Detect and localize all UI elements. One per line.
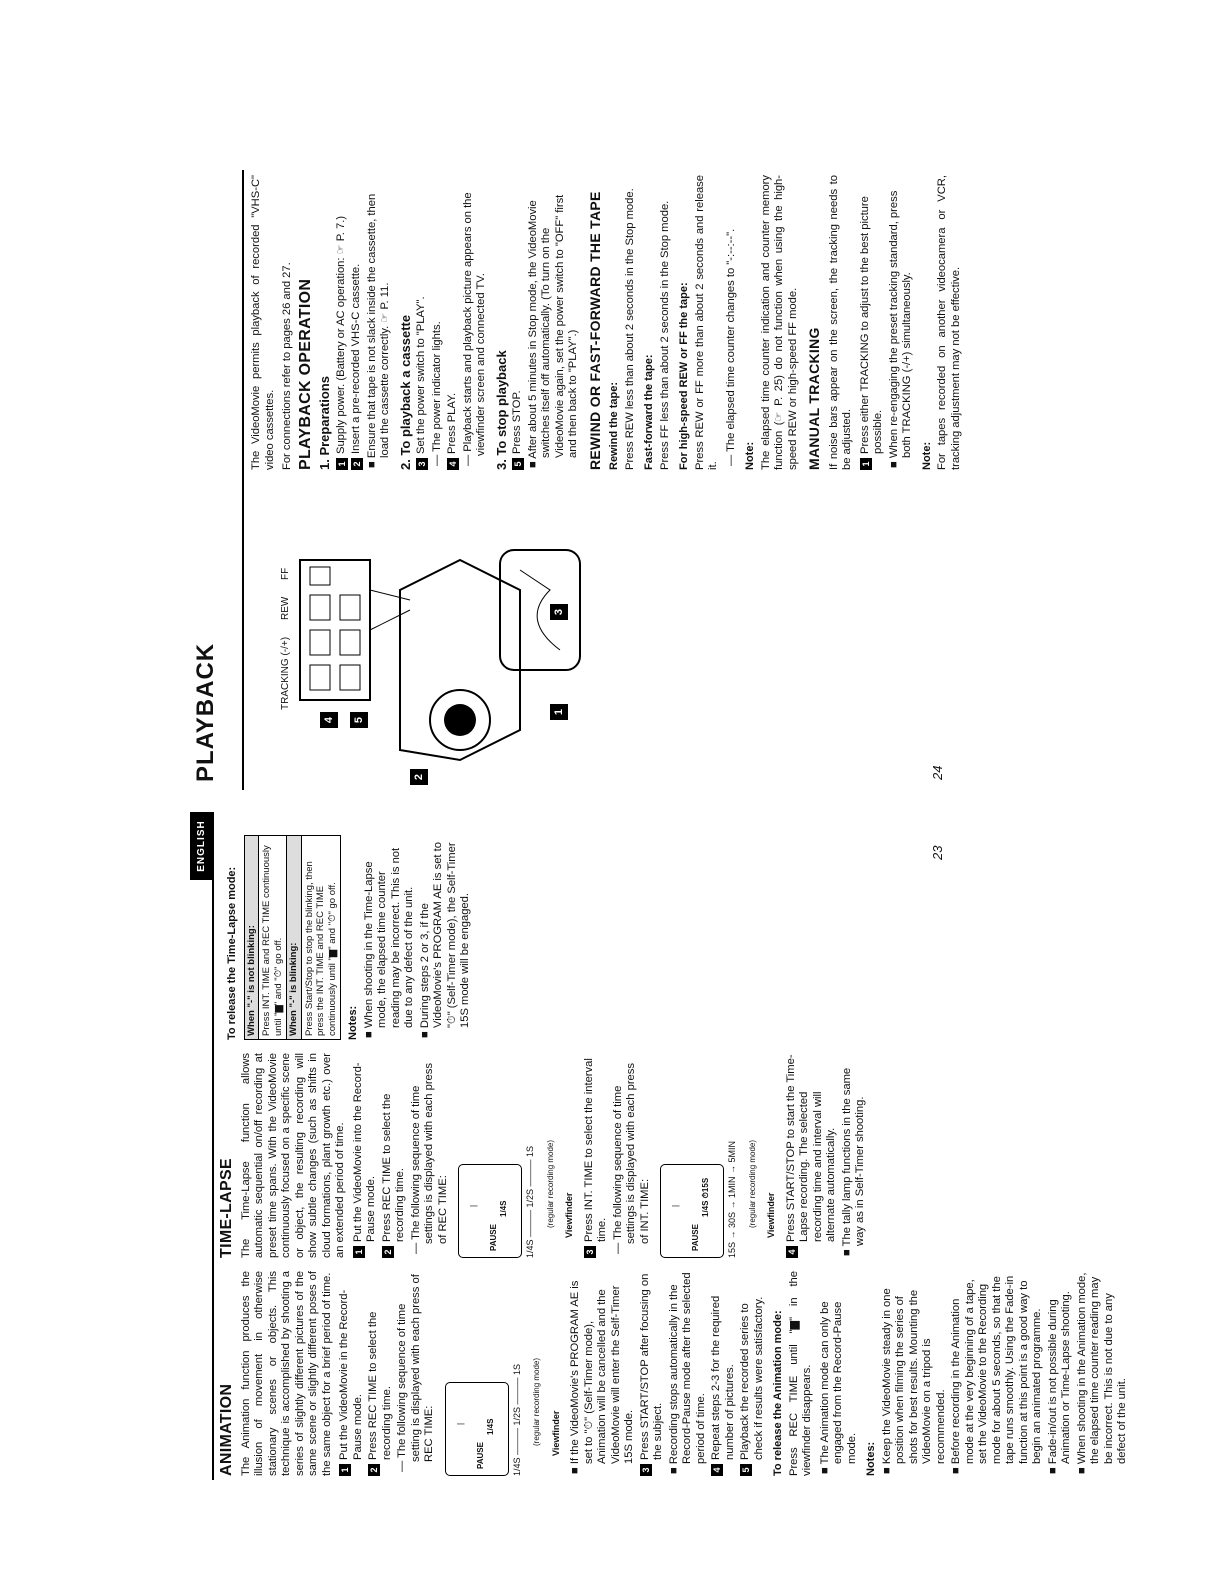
rewind-text: Press REW less than about 2 seconds in the Stop mode. bbox=[623, 188, 636, 470]
prep-step-1: 1 Supply power. (Battery or AC operation: ☞ P. 7.) bbox=[335, 175, 349, 470]
stop-playback-title: 3. To stop playback bbox=[493, 350, 509, 470]
page-number: 23 bbox=[930, 845, 945, 860]
animation-note: ■ Fade-in/out is not possible during Animation or Time-Lapse shooting. bbox=[1046, 1291, 1072, 1474]
timelapse-column-2 bbox=[220, 835, 475, 1040]
camcorder-figure bbox=[260, 490, 600, 790]
rewind-sub: Rewind the tape: bbox=[608, 381, 620, 470]
stop-step-5: 5 Press STOP. bbox=[511, 175, 525, 470]
page-23 bbox=[190, 820, 1128, 1490]
release-animation-bullet: ■ The Animation mode can only be engaged from the Record-Pause mode. bbox=[818, 1301, 858, 1474]
regular-mode-label: (regular recording mode) bbox=[747, 1139, 757, 1228]
top-rule bbox=[212, 830, 214, 1480]
viewfinder-label: Viewfinder bbox=[564, 1192, 574, 1238]
play-step-3: 3 Set the power switch to "PLAY". bbox=[415, 175, 429, 470]
playback-cassette-title: 2. To playback a cassette bbox=[397, 314, 413, 470]
timelapse-intro: The Time-Lapse function allows automatic sequential on/off recording at preset time spans. With the VideoMovie continuously focused on a specific scene or object, the resulting recording will show subtle changes (such as shifts in cloud formations, plant growth etc.) over an extended period of time. bbox=[239, 1053, 346, 1258]
animation-step-2-dash: — The following sequence of time setting is displayed with each press of REC TIME: bbox=[396, 1274, 435, 1472]
step-badge: 4 bbox=[320, 712, 338, 728]
animation-intro: The Animation function produces the illusion of movement in otherwise stationary scenes or objects. This technique is accomplished by shooting a series of slightly different pictures of the same scene or slightly different poses of the same object for a brief period of time. bbox=[239, 1271, 333, 1476]
prep-step-2-bullet: ■ Ensure that tape is not slack inside the cassette, then load the cassette correctly. ☞ P. 11. bbox=[365, 193, 391, 468]
ff-sub: Fast-forward the tape: bbox=[643, 354, 655, 470]
viewfinder-diagram: | PAUSE 1/4S ⏱15S bbox=[660, 1164, 724, 1258]
animation-step-1: 1 Put the VideoMovie in the Record-Pause mode. bbox=[338, 1271, 365, 1476]
tracking-note-title: Note: bbox=[920, 441, 933, 470]
stop-step-5-bullet: ■ After about 5 minutes in Stop mode, the VideoMovie switches itself off automatically. (To turn on the VideoMovie again, set the power switch to "OFF" first and then back to "PLAY".) bbox=[526, 194, 579, 468]
prep-step-2: 2 Insert a pre-recorded VHS-C cassette. bbox=[350, 175, 364, 470]
camcorder-illustration bbox=[260, 490, 590, 790]
animation-note: ■ Before recording in the Animation mode at the very beginning of a tape, set the VideoMovie to the Recording mode for about 5 seconds, so that the tape runs smoothly. Using the Fade-in function at this point is a good way to begin an animated programme. bbox=[950, 1275, 1043, 1474]
note-text: The elapsed time counter indication and counter memory function (☞ P. 25) do not function when using the high-speed REW or high-speed FF mode. bbox=[759, 175, 799, 470]
animation-step-4: 4 Repeat steps 2-3 for the required number of pictures. bbox=[710, 1271, 737, 1476]
manual-tracking-text: If noise bars appear on the screen, the tracking needs to be adjusted. bbox=[827, 175, 853, 470]
note-title: Note: bbox=[744, 441, 756, 470]
animation-notes-title: Notes: bbox=[865, 1441, 877, 1476]
viewfinder-diagram: | PAUSE 1/4S bbox=[458, 1164, 522, 1258]
regular-mode-label: (regular recording mode) bbox=[545, 1139, 555, 1228]
animation-step-3: 3 Press START/STOP after focusing on the subject. bbox=[639, 1271, 666, 1476]
manual-tracking-title: MANUAL TRACKING bbox=[806, 327, 822, 470]
animation-note: ■ When shooting in the Animation mode, the elapsed time counter reading may be incorrect. This is not due to any defect of the unit. bbox=[1075, 1272, 1128, 1474]
ff-label: FF bbox=[280, 567, 291, 580]
tracking-label: TRACKING (-/+) bbox=[280, 636, 291, 710]
program-ae-bullet: ■ If the VideoMovie's PROGRAM AE is set to "⏱" (Self-Timer mode), Animation will be cancelled and the VideoMovie will enter the Self-Timer 15S mode. bbox=[569, 1280, 635, 1474]
table-row: Press Start/Stop to stop the blinking, then press the INT. TIME and REC TIME continuously until "▆" and "⏱" go off. bbox=[303, 861, 338, 1036]
top-rule bbox=[242, 170, 244, 790]
table-row: When "-" is blinking: bbox=[287, 836, 302, 1039]
highspeed-dash: — The elapsed time counter changes to "-:--:--". bbox=[724, 228, 737, 466]
play-step-3-dash: — The power indicator lights. bbox=[430, 321, 443, 466]
timelapse-step-3: 3 Press INT. TIME to select the interval time. bbox=[583, 1053, 610, 1258]
table-row: Press INT. TIME and REC TIME continuously until "▆" and "⏱" go off. bbox=[259, 836, 287, 1039]
release-timelapse-title: To release the Time-Lapse mode: bbox=[226, 866, 238, 1040]
viewfinder-diagram: | PAUSE 1/4S bbox=[445, 1382, 509, 1476]
release-animation-text: Press REC TIME until "▆" in the viewfinder disappears. bbox=[787, 1271, 813, 1476]
ff-text: Press FF less than about 2 seconds in the Stop mode. bbox=[658, 200, 671, 470]
playback-column bbox=[250, 175, 967, 470]
language-tag: ENGLISH bbox=[190, 812, 214, 880]
timelapse-note: ■ When shooting in the Time-Lapse mode, the elapsed time counter reading may be incorrect. This is not due to any defect of the unit. bbox=[362, 847, 415, 1038]
release-timelapse-table bbox=[244, 835, 342, 1040]
rec-time-sequence: 1/4S ——— 1/2S ——— 1S bbox=[511, 1363, 522, 1476]
play-step-4: 4 Press PLAY. bbox=[446, 175, 460, 470]
tracking-step-1-bullet: ■ When re-engaging the preset tracking standard, press both TRACKING (-/+) simultaneously. bbox=[887, 190, 913, 468]
animation-title: ANIMATION bbox=[218, 1383, 235, 1476]
timelapse-note: ■ During steps 2 or 3, if the VideoMovie's PROGRAM AE is set to "⏱" (Self-Timer mode), the Self-Timer 15S mode will be engaged. bbox=[418, 842, 471, 1038]
animation-step-3-bullet: ■ Recording stops automatically in the Record-Pause mode after the selected period of time. bbox=[667, 1272, 707, 1474]
tracking-step-1: 1 Press either TRACKING to adjust to the best picture possible. bbox=[859, 175, 886, 470]
animation-column bbox=[220, 1271, 1132, 1476]
timelapse-column bbox=[220, 1053, 870, 1258]
animation-step-5: 5 Playback the recorded series to check if results were satisfactory. bbox=[739, 1271, 766, 1476]
viewfinder-label: Viewfinder bbox=[550, 1410, 561, 1456]
step-badge: 2 bbox=[410, 769, 428, 785]
step-badge: 3 bbox=[550, 604, 568, 620]
timelapse-step-4: 4 Press START/STOP to start the Time-Lapse recording. The selected recording time and interval will alternate automatically. bbox=[785, 1053, 839, 1258]
playback-operation-title: PLAYBACK OPERATION bbox=[296, 278, 314, 470]
step-badge: 5 bbox=[350, 712, 368, 728]
timelapse-step-4-bullet: ■ The tally lamp functions in the same way as in Self-Timer shooting. bbox=[840, 1067, 866, 1256]
playback-title: PLAYBACK bbox=[192, 642, 219, 782]
page-number: 24 bbox=[930, 765, 945, 780]
release-animation-title: To release the Animation mode: bbox=[772, 1310, 784, 1476]
preparations-title: 1. Preparations bbox=[317, 376, 332, 470]
rec-time-sequence: 1/4S ——— 1/2S ——— 1S bbox=[525, 1145, 535, 1258]
timelapse-step-2: 2 Press REC TIME to select the recording time. bbox=[381, 1053, 408, 1258]
animation-note: ■ Keep the VideoMovie steady in one position when filming the series of shots for best results. Mounting the VideoMovie on a tripod is recommended. bbox=[880, 1288, 947, 1474]
playback-intro-2: For connections refer to pages 26 and 27. bbox=[281, 262, 293, 470]
playback-intro: The VideoMovie permits playback of recorded "VHS-C" video cassettes. bbox=[250, 175, 276, 470]
timelapse-notes-title: Notes: bbox=[347, 1005, 359, 1040]
int-time-sequence: 15S → 30S → 1MIN → 5MIN bbox=[727, 1140, 737, 1258]
timelapse-step-3-dash: — The following sequence of time settings is displayed with each press of INT. TIME: bbox=[611, 1063, 651, 1254]
rotated-spread bbox=[190, 160, 1128, 1490]
rew-label: REW bbox=[280, 596, 291, 620]
tracking-note-text: For tapes recorded on another videocamera or VCR, tracking adjustment may not be effective. bbox=[936, 175, 962, 470]
play-step-4-dash: — Playback starts and playback picture appears on the viewfinder screen and connected TV. bbox=[461, 192, 487, 466]
regular-mode-label: (regular recording mode) bbox=[532, 1357, 541, 1446]
step-badge: 1 bbox=[550, 704, 568, 720]
highspeed-sub: For high-speed REW or FF the tape: bbox=[678, 282, 690, 470]
timelapse-title: TIME-LAPSE bbox=[218, 1158, 235, 1258]
rewind-ff-title: REWIND OR FAST-FORWARD THE TAPE bbox=[586, 191, 603, 470]
page-24 bbox=[190, 160, 960, 800]
viewfinder-label: Viewfinder bbox=[766, 1192, 776, 1238]
timelapse-step-1: 1 Put the VideoMovie into the Record-Pause mode. bbox=[352, 1053, 379, 1258]
timelapse-step-2-dash: — The following sequence of time settings is displayed with each press of REC TIME: bbox=[409, 1063, 449, 1254]
animation-step-2: 2 Press REC TIME to select the recording time. bbox=[367, 1271, 394, 1476]
table-row: When "-" is not blinking: bbox=[245, 836, 260, 1039]
highspeed-text: Press REW or FF more than about 2 seconds and release it. bbox=[693, 175, 719, 470]
